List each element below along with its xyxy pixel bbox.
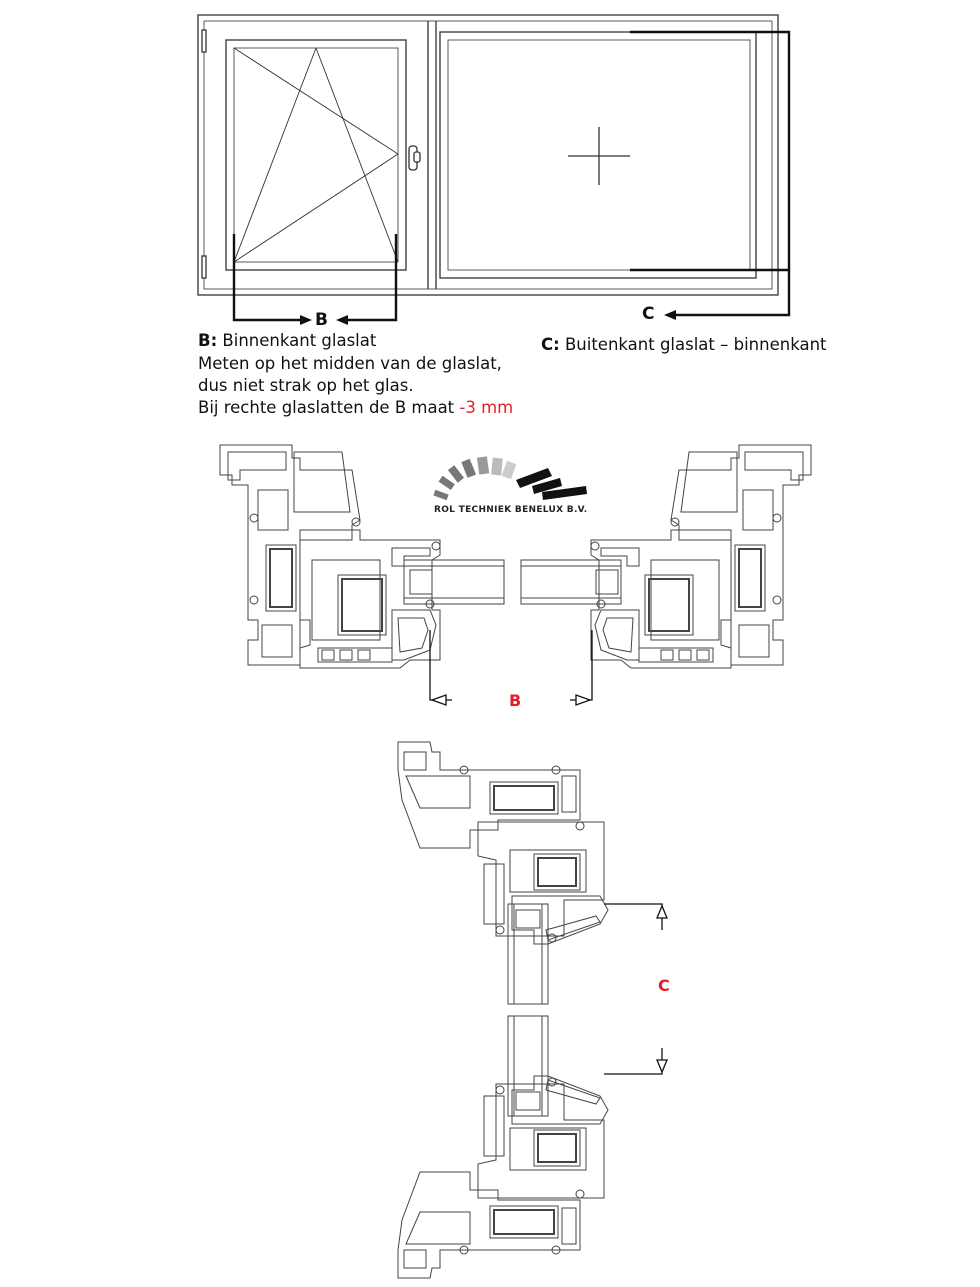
label-c-section: C bbox=[658, 976, 670, 995]
label-b-section: B bbox=[509, 691, 522, 710]
label-c-top: C bbox=[642, 304, 655, 324]
legend-b-line2: dus niet strak op het glas. bbox=[198, 376, 414, 395]
legend-b-title-text: Binnenkant glaslat bbox=[217, 331, 377, 350]
legend-c-title-text: Buitenkant glaslat – binnenkant bbox=[559, 335, 827, 354]
legend-b-line1: Meten op het midden van de glaslat, bbox=[198, 354, 502, 373]
label-b-top: B bbox=[315, 310, 328, 330]
legend-b-line3-prefix: Bij rechte glaslatten de B maat bbox=[198, 398, 460, 417]
legend-b-line3-value: -3 mm bbox=[459, 398, 514, 417]
company-logo-name: ROL TECHNIEK BENELUX B.V. bbox=[434, 505, 588, 515]
legend-c-key: C: bbox=[541, 335, 560, 354]
legend-b-key: B: bbox=[198, 331, 218, 350]
